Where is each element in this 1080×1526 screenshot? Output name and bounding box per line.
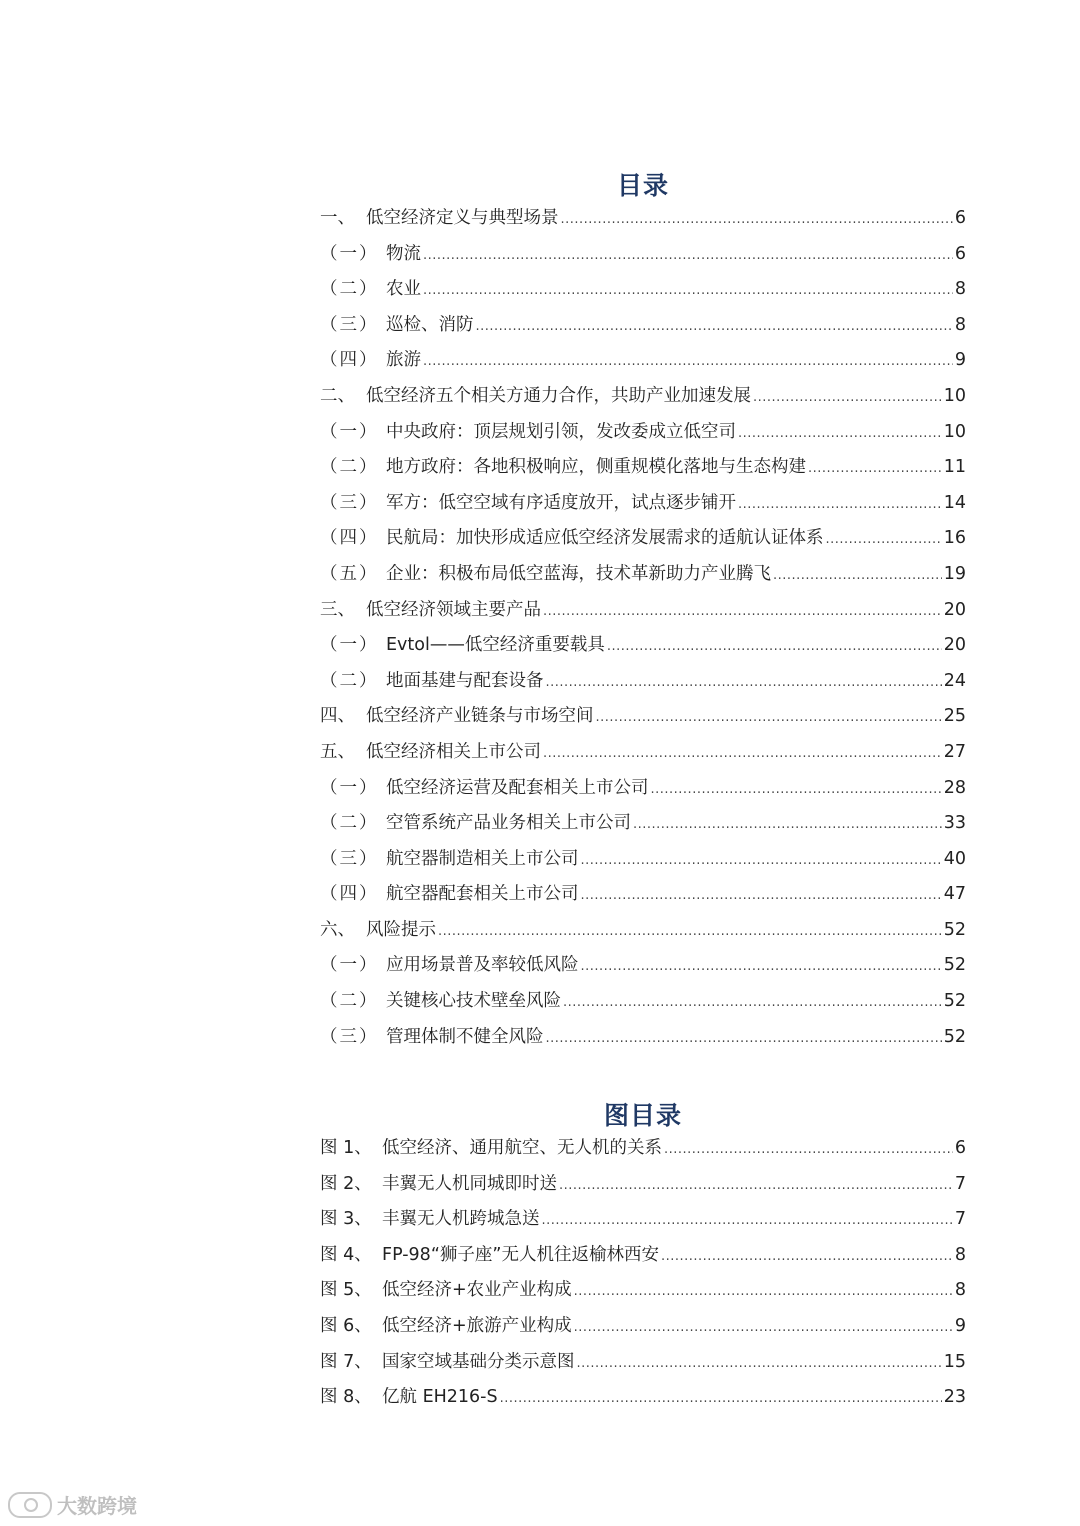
entry-title: 企业：积极布局低空蓝海，技术革新助力产业腾飞 (386, 563, 771, 584)
toc-entry[interactable] (320, 809, 966, 845)
entry-title: 地面基建与配套设备 (386, 670, 544, 691)
entry-title: 地方政府：各地积极响应，侧重规模化落地与生态构建 (386, 457, 806, 478)
dot-leader (738, 497, 942, 512)
entry-page-number: 11 (943, 457, 966, 478)
entry-title: 低空经济定义与典型场景 (366, 208, 559, 228)
entry-title: 低空经济产业链条与市场空间 (366, 706, 594, 727)
entry-page-number: 20 (943, 635, 966, 656)
dot-leader (543, 746, 942, 761)
toc-entry[interactable] (320, 702, 966, 738)
toc-entry[interactable] (320, 987, 966, 1023)
dot-leader (500, 1391, 942, 1406)
entry-page-number: 23 (943, 1387, 966, 1408)
brand-logo-icon (8, 1492, 52, 1518)
dot-leader (546, 1031, 942, 1046)
entry-title: 民航局：加快形成适应低空经济发展需求的适航认证体系 (386, 528, 824, 549)
figures-list (320, 1134, 966, 1419)
dot-leader (559, 1178, 953, 1193)
entry-page-number: 7 (954, 1209, 966, 1230)
entry-number: （四） (320, 528, 379, 549)
entry-title: 中央政府：顶层规划引领，发改委成立低空司 (386, 421, 736, 442)
entry-number: （四） (320, 884, 379, 905)
toc-entry[interactable] (320, 738, 966, 774)
dot-leader (661, 1249, 953, 1264)
entry-page-number: 6 (954, 208, 966, 228)
figure-entry[interactable] (320, 1170, 966, 1206)
entry-number: （四） (320, 350, 379, 371)
entry-number: 图 1、 (320, 1138, 372, 1158)
watermark-text: 大数跨境 (57, 1494, 137, 1518)
dot-leader (476, 319, 953, 334)
entry-title: 低空经济相关上市公司 (366, 741, 541, 762)
entry-number: （三） (320, 848, 379, 869)
entry-page-number: 27 (943, 741, 966, 762)
dot-leader (546, 675, 942, 690)
dot-leader (423, 354, 953, 369)
entry-title: 风险提示 (366, 919, 436, 940)
entry-title: 空管系统产品业务相关上市公司 (386, 813, 631, 834)
entry-page-number: 52 (943, 955, 966, 976)
dot-leader (664, 1142, 953, 1157)
entry-title: 低空经济、通用航空、无人机的关系 (382, 1138, 662, 1158)
dot-leader (581, 853, 942, 868)
entry-page-number: 6 (954, 1138, 966, 1158)
toc-entry[interactable] (320, 880, 966, 916)
toc-entry[interactable] (320, 489, 966, 525)
entry-title: 丰翼无人机同城即时送 (382, 1173, 557, 1194)
dot-leader (633, 817, 942, 832)
entry-page-number: 25 (943, 706, 966, 727)
entry-page-number: 9 (954, 350, 966, 371)
dot-leader (438, 924, 942, 939)
figures-title: 图目录 (603, 1101, 682, 1130)
entry-page-number: 52 (943, 991, 966, 1012)
dot-leader (808, 461, 942, 476)
entry-number: （五） (320, 563, 379, 584)
figure-entry[interactable] (320, 1134, 966, 1170)
entry-page-number: 52 (943, 919, 966, 940)
toc-entry[interactable] (320, 275, 966, 311)
toc-entry[interactable] (320, 596, 966, 632)
figure-entry[interactable] (320, 1205, 966, 1241)
toc-entry[interactable] (320, 524, 966, 560)
entry-title: 巡检、消防 (386, 314, 474, 335)
toc-entry[interactable] (320, 311, 966, 347)
toc-entry[interactable] (320, 560, 966, 596)
toc-entry[interactable] (320, 346, 966, 382)
entry-number: （二） (320, 991, 379, 1012)
entry-title: 应用场景普及率较低风险 (386, 955, 579, 976)
entry-page-number: 33 (943, 813, 966, 834)
entry-page-number: 28 (943, 777, 966, 798)
entry-page-number: 15 (943, 1351, 966, 1372)
toc-entry[interactable] (320, 382, 966, 418)
entry-number: 五、 (320, 741, 355, 762)
entry-page-number: 8 (954, 1244, 966, 1265)
entry-number: （一） (320, 955, 379, 976)
entry-number: 二、 (320, 385, 355, 406)
toc-entry[interactable] (320, 240, 966, 276)
toc-entry[interactable] (320, 667, 966, 703)
entry-title: 旅游 (386, 350, 421, 371)
dot-leader (574, 1320, 953, 1335)
toc-entry[interactable] (320, 916, 966, 952)
dot-leader (561, 212, 953, 227)
entry-title: 国家空域基础分类示意图 (382, 1351, 575, 1372)
toc-entry[interactable] (320, 418, 966, 454)
entry-number: 四、 (320, 706, 355, 727)
entry-page-number: 16 (943, 528, 966, 549)
entry-title: 关键核心技术壁垒风险 (386, 991, 561, 1012)
dot-leader (581, 959, 942, 974)
entry-page-number: 19 (943, 563, 966, 584)
entry-number: （一） (320, 421, 379, 442)
entry-page-number: 20 (943, 599, 966, 620)
toc-entry[interactable] (320, 1023, 966, 1059)
figure-entry[interactable] (320, 1348, 966, 1384)
entry-title: 管理体制不健全风险 (386, 1026, 544, 1047)
entry-page-number: 8 (954, 314, 966, 335)
watermark (8, 1490, 137, 1519)
entry-number: 一、 (320, 208, 355, 228)
entry-page-number: 6 (954, 243, 966, 264)
entry-number: （一） (320, 635, 379, 656)
entry-number: 图 7、 (320, 1351, 372, 1372)
dot-leader (596, 710, 942, 725)
entry-page-number: 24 (943, 670, 966, 691)
entry-title: 丰翼无人机跨城急送 (382, 1209, 540, 1230)
dot-leader (577, 1356, 942, 1371)
dot-leader (543, 604, 942, 619)
dot-leader (574, 1284, 953, 1299)
entry-title: FP-98“狮子座”无人机往返榆林西安 (382, 1244, 659, 1265)
dot-leader (607, 639, 942, 654)
entry-number: 图 8、 (320, 1387, 372, 1408)
entry-number: 图 5、 (320, 1280, 372, 1301)
entry-page-number: 7 (954, 1173, 966, 1194)
entry-title: 物流 (386, 243, 421, 264)
entry-page-number: 8 (954, 1280, 966, 1301)
entry-title: Evtol——低空经济重要载具 (386, 635, 605, 656)
toc-entry[interactable] (320, 774, 966, 810)
contents-list (320, 204, 966, 1058)
entry-page-number: 40 (943, 848, 966, 869)
entry-number: （二） (320, 279, 379, 300)
entry-title: 航空器制造相关上市公司 (386, 848, 579, 869)
dot-leader (738, 426, 942, 441)
dot-leader (773, 568, 942, 583)
entry-number: 图 3、 (320, 1209, 372, 1230)
entry-page-number: 14 (943, 492, 966, 513)
entry-number: （三） (320, 492, 379, 513)
entry-title: 低空经济+旅游产业构成 (382, 1315, 572, 1336)
entry-number: （二） (320, 813, 379, 834)
entry-number: （一） (320, 243, 379, 264)
figure-entry[interactable] (320, 1276, 966, 1312)
entry-title: 农业 (386, 279, 421, 300)
entry-number: （二） (320, 457, 379, 478)
entry-title: 低空经济领域主要产品 (366, 599, 541, 620)
entry-page-number: 10 (943, 385, 966, 406)
dot-leader (826, 532, 942, 547)
entry-number: 图 6、 (320, 1315, 372, 1336)
dot-leader (423, 283, 953, 298)
figure-entry[interactable] (320, 1383, 966, 1419)
dot-leader (563, 995, 942, 1010)
figure-entry[interactable] (320, 1241, 966, 1277)
entry-number: （三） (320, 314, 379, 335)
entry-page-number: 10 (943, 421, 966, 442)
entry-number: （三） (320, 1026, 379, 1047)
toc-entry[interactable] (320, 453, 966, 489)
entry-page-number: 9 (954, 1315, 966, 1336)
dot-leader (581, 888, 942, 903)
dot-leader (651, 782, 942, 797)
entry-title: 低空经济+农业产业构成 (382, 1280, 572, 1301)
entry-title: 军方：低空空域有序适度放开，试点逐步铺开 (386, 492, 736, 513)
entry-number: 三、 (320, 599, 355, 620)
entry-number: （一） (320, 777, 379, 798)
figure-entry[interactable] (320, 1312, 966, 1348)
entry-title: 亿航 EH216-S (382, 1387, 498, 1408)
dot-leader (542, 1213, 953, 1228)
toc-entry[interactable] (320, 845, 966, 881)
dot-leader (423, 248, 953, 263)
toc-entry[interactable] (320, 631, 966, 667)
entry-number: 六、 (320, 919, 355, 940)
entry-number: 图 4、 (320, 1244, 372, 1265)
entry-title: 低空经济五个相关方通力合作，共助产业加速发展 (366, 385, 751, 406)
contents-title: 目录 (616, 171, 669, 200)
entry-title: 航空器配套相关上市公司 (386, 884, 579, 905)
entry-page-number: 47 (943, 884, 966, 905)
toc-entry[interactable] (320, 204, 966, 240)
entry-title: 低空经济运营及配套相关上市公司 (386, 777, 649, 798)
toc-entry[interactable] (320, 951, 966, 987)
dot-leader (753, 390, 942, 405)
entry-page-number: 52 (943, 1026, 966, 1047)
entry-number: （二） (320, 670, 379, 691)
entry-page-number: 8 (954, 279, 966, 300)
entry-number: 图 2、 (320, 1173, 372, 1194)
